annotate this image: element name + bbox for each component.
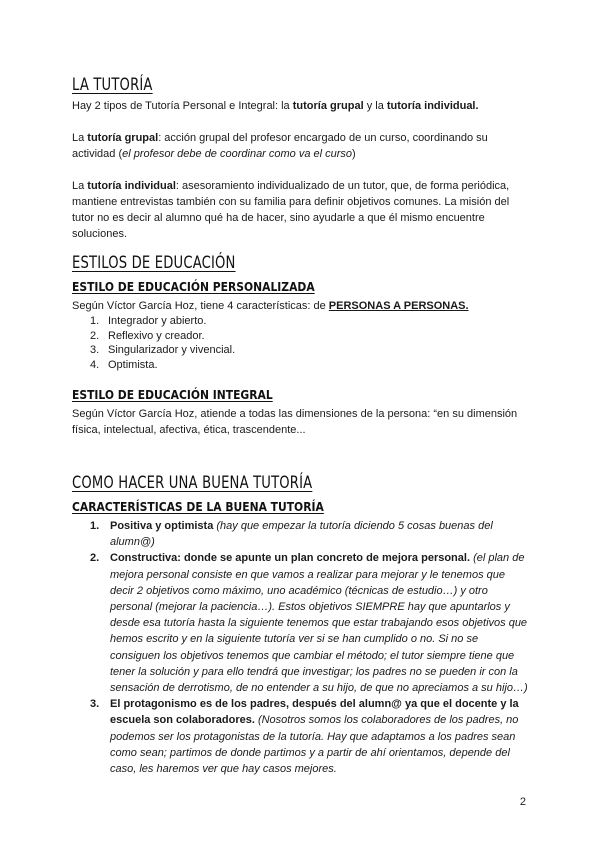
list-item: 3. Singularizador y vivencial.: [90, 344, 236, 356]
section-title-tutoria: LA TUTORÍA: [72, 75, 153, 95]
tutoria-intro: Hay 2 tipos de Tutoría Personal e Integral: la tutoría grupal y la tutoría individual.: [72, 100, 479, 112]
list-item: 2. Constructiva: donde se apunte un plan concreto de mejora personal. (el plan de mejora personal consiste en que vamos a realizar para mejorar y le tenemos que decir 2 objetivos como máximo, uno académico (técnicas de estudio…) y otro personal (mejorar la paciencia…). Estos objetivos SIEMPRE hay que apuntarlos y desde esa tutoría hasta la siguiente tenemos que estar trabajando esos objetivos que hemos escrito y en la siguiente tutoría ver si se han cumplido o no. Si no se consiguen los objetivos tenemos que cambiar el método; el tutor siempre tiene que tener la solución y para ello tendrá que investigar; los padres no se pueden ir con la sensación de derrotismo, de no entender a su hijo, de que no apreciamos a su hijo…): [90, 552, 528, 695]
subtitle-personalizada: ESTILO DE EDUCACIÓN PERSONALIZADA: [72, 279, 315, 294]
personalizada-list: [72, 314, 528, 372]
list-item: 3. El protagonismo es de los padres, después del alumn@ ya que el docente y la escuela son colaboradores. (Nosotros somos los colaboradores de los padres, no podemos ser los protagonistas de la tutoría. Hay que adaptamos a los padres sean como sean; partimos de donde partimos y a partir de ahí orientamos, depende del caso, les haremos ver que hay casos mejores.: [90, 698, 519, 776]
section-title-buena-tutoria: COMO HACER UNA BUENA TUTORÍA: [72, 473, 313, 493]
personalizada-text: Según Víctor García Hoz, tiene 4 características: de PERSONAS A PERSONAS.: [72, 300, 469, 312]
personas-emphasis: PERSONAS A PERSONAS.: [328, 300, 469, 312]
integral-text: Según Víctor García Hoz, atiende a todas las dimensiones de la persona: “en su dimensión física, intelectual, afectiva, ética, trascendente...: [72, 408, 518, 436]
page-number: 2: [519, 796, 526, 808]
list-item: 4. Optimista.: [90, 358, 158, 371]
list-item: 2. Reflexivo y creador.: [90, 329, 205, 342]
section-title-estilos: ESTILOS DE EDUCACIÓN: [72, 253, 236, 273]
caracteristicas-list: [72, 518, 528, 777]
subtitle-integral: ESTILO DE EDUCACIÓN INTEGRAL: [72, 387, 273, 402]
list-item: 1. Integrador y abierto.: [90, 315, 207, 327]
tutoria-grupal-paragraph: La tutoría grupal: acción grupal del profesor encargado de un curso, coordinando su actividad (el profesor debe de coordinar como va el curso): [72, 132, 488, 160]
list-item: 1. Positiva y optimista (hay que empezar la tutoría diciendo 5 cosas buenas del alumn@): [90, 520, 493, 549]
tutoria-individual-paragraph: La tutoría individual: asesoramiento individualizado de un tutor, que, de forma periódica, mantiene entrevistas también con su familia para definir objetivos comunes. La misión del tutor no es decir al alumno qué ha de hacer, sino ayudarle a que él mismo encuentre soluciones.: [72, 180, 510, 240]
document-page: [72, 72, 528, 777]
subtitle-caracteristicas: CARACTERÍSTICAS DE LA BUENA TUTORÍA: [72, 499, 324, 514]
